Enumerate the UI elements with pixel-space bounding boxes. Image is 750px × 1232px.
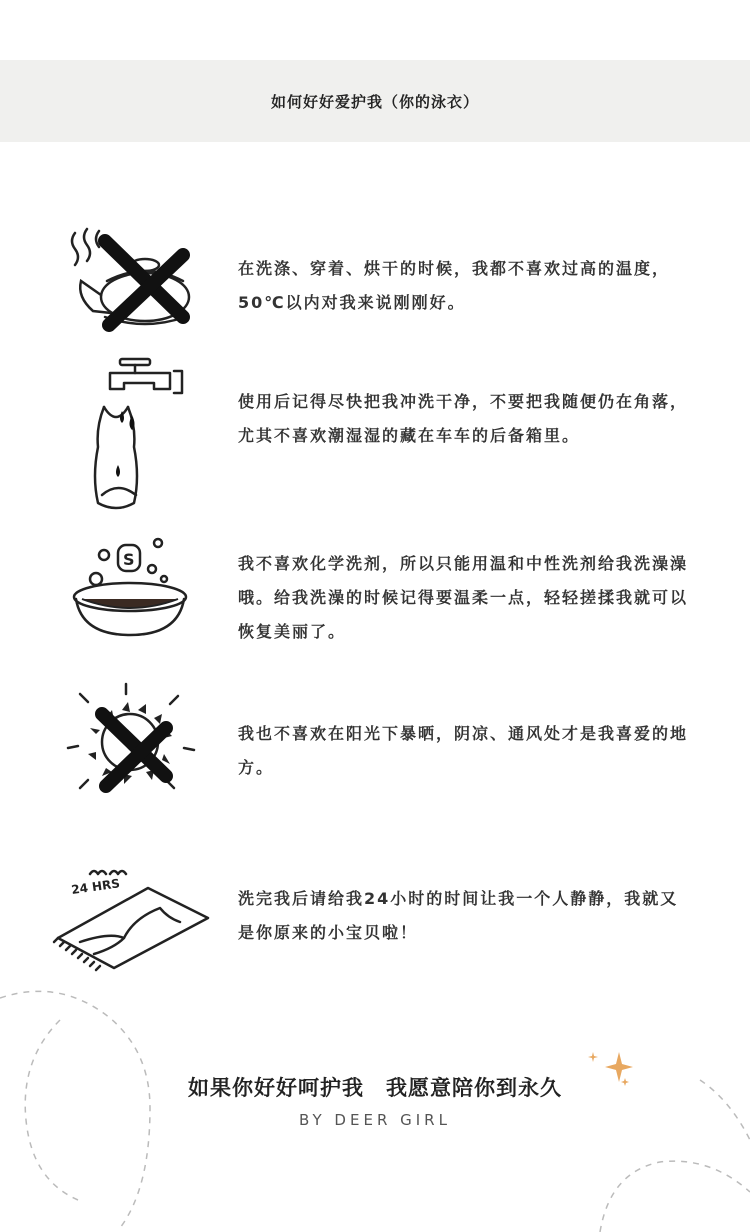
icon-label: 24 HRS: [70, 876, 121, 897]
care-item: [0, 862, 750, 972]
care-item: [0, 225, 750, 335]
sun-crossed-icon: [66, 680, 196, 800]
care-text: 我不喜欢化学洗剂，所以只能用温和中性洗剂给我洗澡澡哦。给我洗澡的时候记得要温柔一点，轻轻搓揉我就可以恢复美丽了。: [238, 554, 689, 641]
teapot-crossed-icon: [65, 225, 205, 335]
page-title: 如何好好爱护我（你的泳衣）: [270, 92, 479, 111]
header-band: [0, 60, 750, 142]
towel-swimsuit-icon: [50, 862, 215, 972]
footer-slogan: 如果你好好呵护我 我愿意陪你到永久: [188, 1076, 562, 1100]
care-text: 我也不喜欢在阳光下暴晒，阴凉、通风处才是我喜爱的地方。: [238, 724, 689, 777]
care-text: 洗完我后请给我24小时的时间让我一个人静静，我就又是你原来的小宝贝啦！: [238, 889, 679, 942]
care-item: [0, 680, 750, 800]
care-item: [0, 535, 750, 645]
care-text: 使用后记得尽快把我冲洗干净，不要把我随便仍在角落，尤其不喜欢潮湿湿的藏在车车的后备箱里。: [238, 392, 689, 445]
care-text: 在洗涤、穿着、烘干的时候，我都不喜欢过高的温度，50℃以内对我来说刚刚好。: [238, 259, 671, 312]
footer-byline: BY DEER GIRL: [299, 1111, 451, 1129]
decorative-dashed-lines: [0, 980, 750, 1232]
care-item: [0, 355, 750, 515]
svg-text:S: S: [123, 550, 135, 569]
wash-basin-icon: [72, 535, 192, 645]
faucet-swimsuit-icon: [80, 355, 190, 515]
